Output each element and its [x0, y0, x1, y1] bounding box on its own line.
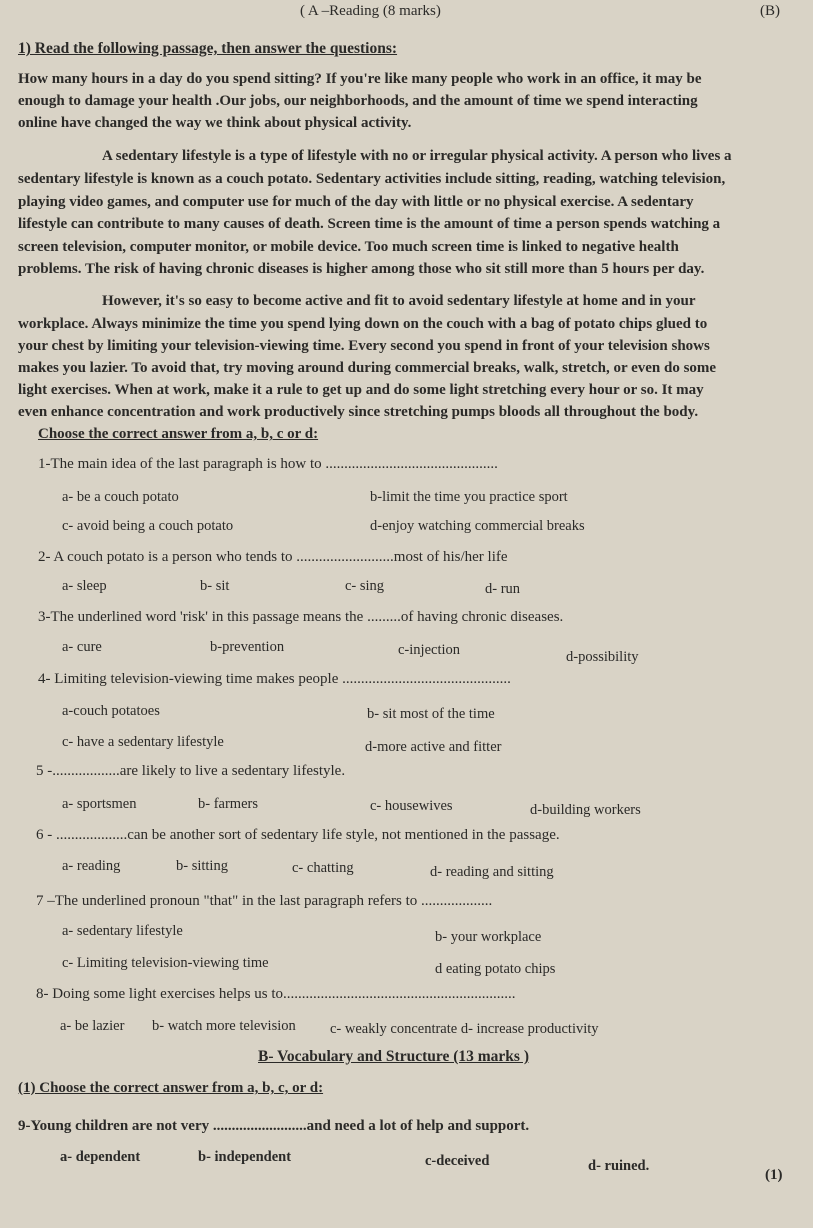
passage-line: enough to damage your health .Our jobs, our neighborhoods, and the amount of time we spend interacting [18, 93, 698, 109]
page-number: (1) [765, 1167, 783, 1183]
passage-line: light exercises. When at work, make it a rule to get up and do some light stretching every hour or so. It may [18, 382, 704, 398]
passage-line: workplace. Always minimize the time you spend lying down on the couch with a bag of potato chips glued to [18, 316, 708, 332]
answer-option[interactable]: c- have a sedentary lifestyle [62, 734, 224, 750]
answer-option[interactable]: b- independent [198, 1149, 292, 1165]
form-label: (B) [760, 3, 780, 19]
passage-line: However, it's so easy to become active and fit to avoid sedentary lifestyle at home and in your [102, 293, 696, 309]
answer-option[interactable]: a-couch potatoes [62, 703, 160, 719]
passage-line: problems. The risk of having chronic diseases is higher among those who sit still more than 5 hours per day. [18, 261, 705, 277]
answer-option[interactable]: d-building workers [530, 802, 641, 818]
passage-line: playing video games, and computer use for much of the day with little or no physical exercise. A sedentary [18, 194, 694, 210]
answer-option[interactable]: b- sit [200, 578, 230, 594]
passage-line: How many hours in a day do you spend sitting? If you're like many people who work in an office, it may be [18, 71, 702, 87]
answer-option[interactable]: d- reading and sitting [430, 864, 554, 880]
section-title: ( A –Reading (8 marks) [300, 3, 441, 19]
answer-option[interactable]: d eating potato chips [435, 961, 556, 977]
question-stem: 4- Limiting television-viewing time makes people ............................................. [38, 671, 511, 687]
choose-heading: Choose the correct answer from a, b, c or d: [38, 426, 319, 442]
answer-option[interactable]: a- dependent [60, 1149, 141, 1165]
answer-option[interactable]: a- be lazier [60, 1018, 125, 1034]
passage-line: sedentary lifestyle is known as a couch potato. Sedentary activities include sitting, reading, watching television, [18, 171, 726, 187]
answer-option[interactable]: b-limit the time you practice sport [370, 489, 568, 505]
answer-option[interactable]: c- weakly concentrate d- increase productivity [330, 1021, 599, 1037]
answer-option[interactable]: c- chatting [292, 860, 354, 876]
passage-line: screen television, computer monitor, or mobile device. Too much screen time is linked to negative health [18, 239, 679, 255]
passage-line: makes you lazier. To avoid that, try moving around during commercial breaks, walk, stretch, or even do some [18, 360, 717, 376]
passage-line: lifestyle can contribute to many causes of death. Screen time is the amount of time a person spends watching a [18, 216, 721, 232]
answer-option[interactable]: d-more active and fitter [365, 739, 502, 755]
answer-option[interactable]: c- housewives [370, 798, 453, 814]
section-b-heading: B- Vocabulary and Structure (13 marks ) [258, 1048, 529, 1065]
question-stem: 6 - ...................can be another sort of sedentary life style, not mentioned in the passage. [36, 827, 560, 843]
answer-option[interactable]: b- farmers [198, 796, 258, 812]
passage-line: online have changed the way we think about physical activity. [18, 115, 412, 131]
answer-option[interactable]: a- sedentary lifestyle [62, 923, 183, 939]
answer-option[interactable]: b-prevention [210, 639, 285, 655]
reading-instruction: 1) Read the following passage, then answer the questions: [18, 40, 398, 57]
answer-option[interactable]: d- ruined. [588, 1158, 650, 1174]
passage-line: your chest by limiting your television-viewing time. Every second you spend in front of your television shows [18, 338, 710, 354]
passage-line: even enhance concentration and work productively since stretching pumps bloods all throughout the body. [18, 404, 699, 420]
passage-line: A sedentary lifestyle is a type of lifestyle with no or irregular physical activity. A person who lives a [102, 148, 732, 164]
answer-option[interactable]: a- sleep [62, 578, 107, 594]
answer-option[interactable]: d- run [485, 581, 521, 597]
question-stem: 7 –The underlined pronoun "that" in the last paragraph refers to ................... [36, 893, 493, 909]
question-stem: 8- Doing some light exercises helps us to.............................................................. [36, 986, 516, 1002]
section-b-instruction: (1) Choose the correct answer from a, b, c, or d: [18, 1080, 324, 1096]
answer-option[interactable]: a- cure [62, 639, 102, 655]
answer-option[interactable]: c-deceived [425, 1153, 490, 1169]
question-stem: 2- A couch potato is a person who tends to ..........................most of his/her life [38, 549, 508, 565]
question-stem: 1-The main idea of the last paragraph is how to .............................................. [38, 456, 498, 472]
question-stem: 5 -..................are likely to live a sedentary lifestyle. [36, 763, 346, 779]
answer-option[interactable]: d-enjoy watching commercial breaks [370, 518, 585, 534]
answer-option[interactable]: d-possibility [566, 649, 639, 665]
answer-option[interactable]: a- reading [62, 858, 121, 874]
question-stem: 9-Young children are not very .........................and need a lot of help and support. [18, 1118, 530, 1134]
answer-option[interactable]: c- avoid being a couch potato [62, 518, 234, 534]
answer-option[interactable]: a- sportsmen [62, 796, 137, 812]
question-stem: 3-The underlined word 'risk' in this passage means the .........of having chronic diseases. [38, 609, 564, 625]
answer-option[interactable]: b- your workplace [435, 929, 542, 945]
answer-option[interactable]: a- be a couch potato [62, 489, 179, 505]
answer-option[interactable]: b- sit most of the time [367, 706, 495, 722]
answer-option[interactable]: b- watch more television [152, 1018, 296, 1034]
answer-option[interactable]: c- sing [345, 578, 385, 594]
answer-option[interactable]: b- sitting [176, 858, 228, 874]
answer-option[interactable]: c-injection [398, 642, 461, 658]
answer-option[interactable]: c- Limiting television-viewing time [62, 955, 269, 971]
